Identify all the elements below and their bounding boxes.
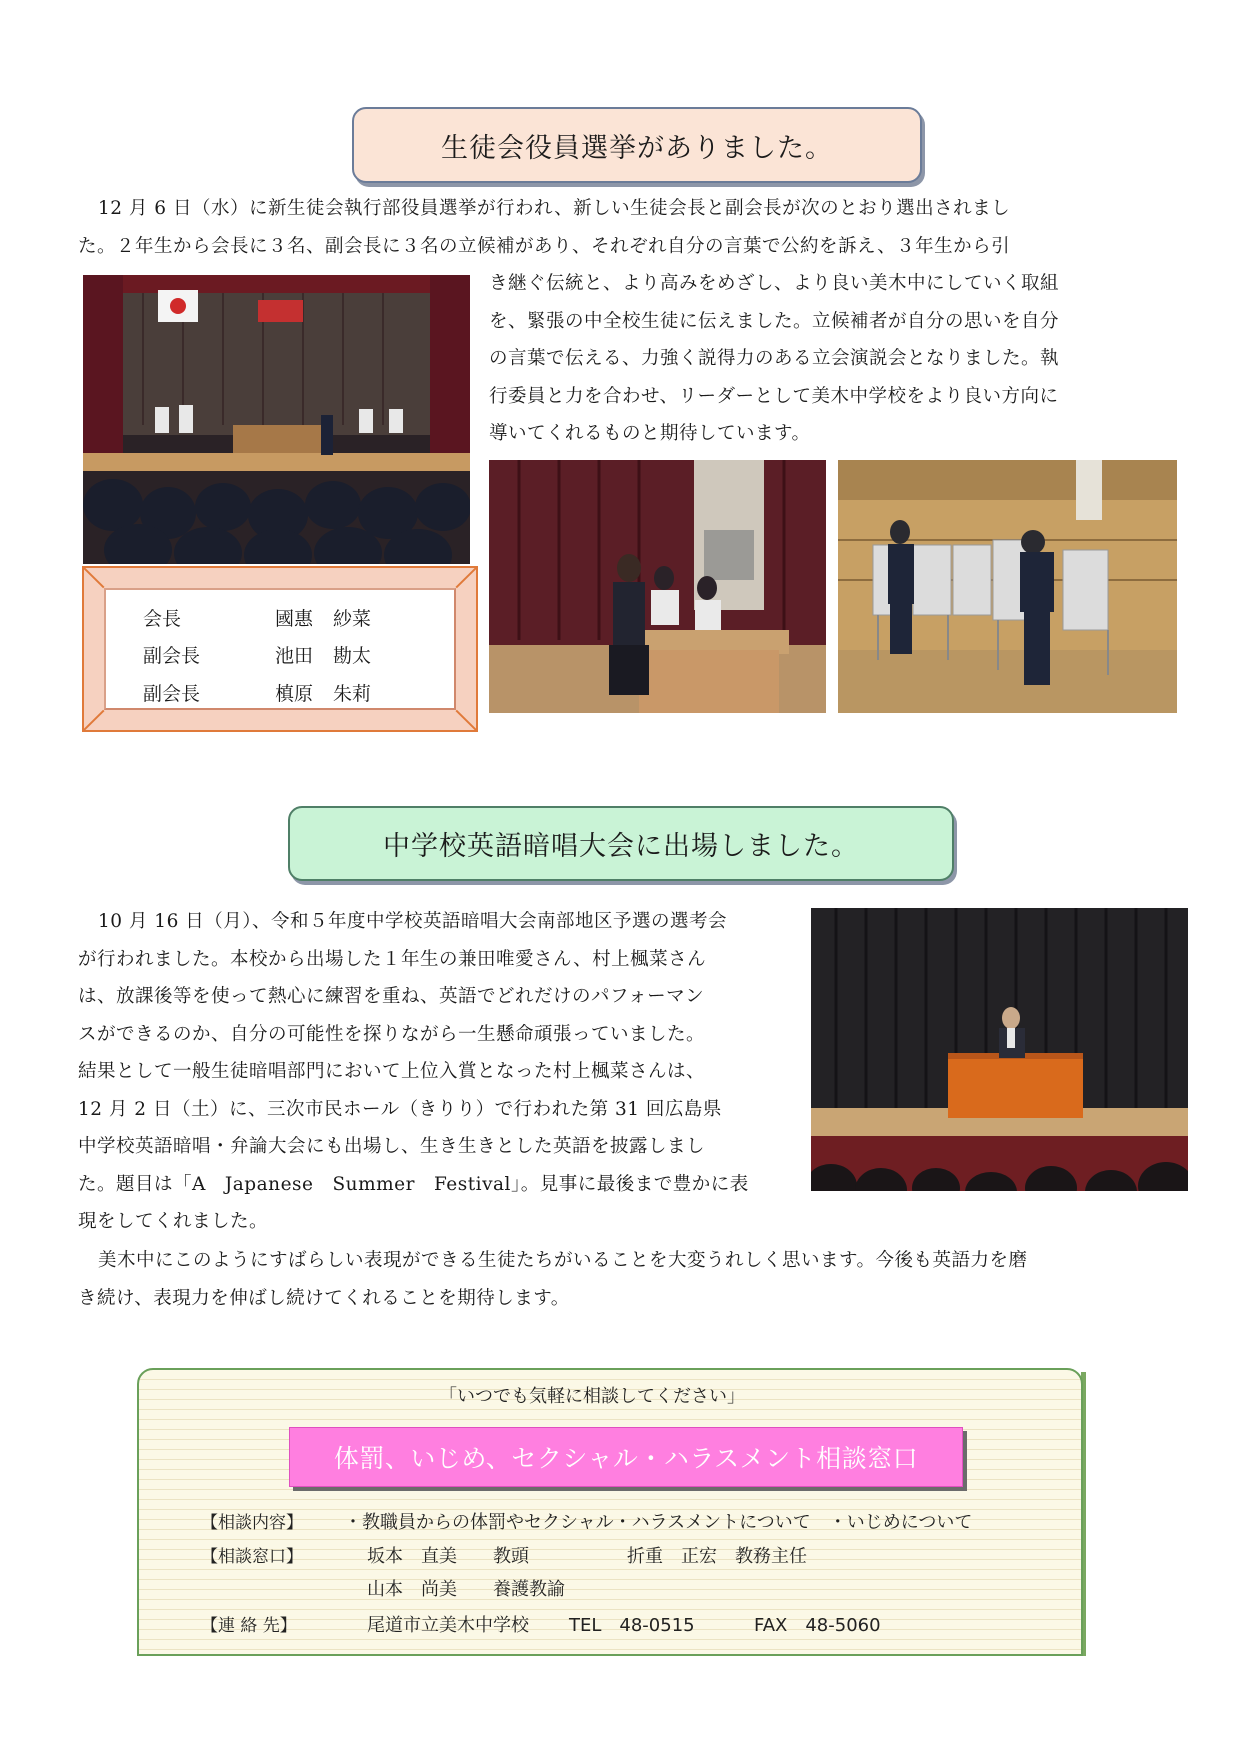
- officer-given: 紗菜: [333, 608, 372, 630]
- officer-given: 朱莉: [333, 683, 372, 705]
- recitation-heading: 中学校英語暗唱大会に出場しました。: [288, 806, 954, 881]
- election-stage-photo: [83, 275, 470, 564]
- recitation-closing: [78, 1242, 1168, 1317]
- officer-row: [143, 604, 371, 631]
- candidate-speech-photo: [489, 460, 826, 713]
- officer-role: 副会長: [143, 683, 201, 705]
- election-intro: [78, 190, 1158, 265]
- officer-surname: 槙原: [275, 683, 314, 705]
- consult-contact-school: 尾道市立美木中学校: [367, 1615, 529, 1636]
- consult-contact-tel: TEL 48-0515: [569, 1615, 695, 1636]
- recitation-line-8: た。題目は「A Japanese Summer Festival」。見事に最後まで豊かに表: [78, 1173, 749, 1195]
- election-right-line-4: 行委員と力を合わせ、リーダーとして美木中学校をより良い方向に: [489, 385, 1059, 407]
- consult-contact-fax: FAX 48-5060: [754, 1615, 881, 1636]
- recitation-line-4: スができるのか、自分の可能性を探りながら一生懸命頑張っていました。: [78, 1023, 706, 1045]
- consult-content-value: ・教職員からの体罰やセクシャル・ハラスメントについて ・いじめについて: [344, 1512, 973, 1533]
- recitation-line-6: 12 月 2 日（土）に、三次市民ホール（きりり）で行われた第 31 回広島県: [78, 1098, 722, 1120]
- election-right-line-2: を、緊張の中全校生徒に伝えました。立候補者が自分の思いを自分: [489, 310, 1060, 332]
- consult-contact-label: 【連 絡 先】: [201, 1616, 297, 1636]
- election-line-2: た。２年生から会長に３名、副会長に３名の立候補があり、それぞれ自分の言葉で公約を訴え、３年生から引: [78, 235, 1011, 257]
- officer-given: 勘太: [333, 645, 372, 667]
- consult-window-person-3: 山本 尚美 養護教諭: [367, 1579, 565, 1600]
- officer-surname: 池田: [275, 645, 314, 667]
- election-right-line-5: 導いてくれるものと期待しています。: [489, 423, 811, 444]
- recitation-line-2: が行われました。本校から出場した１年生の兼田唯愛さん、村上楓菜さん: [78, 948, 707, 970]
- consult-window-label: 【相談窓口】: [201, 1547, 303, 1567]
- officers-frame: [82, 566, 478, 732]
- recitation-body-left: [78, 903, 790, 1241]
- consult-window-person-1: 坂本 直美 教頭: [367, 1546, 529, 1567]
- recitation-closing-line-2: き続け、表現力を伸ばし続けてくれることを期待します。: [78, 1287, 570, 1309]
- officer-role: 副会長: [143, 645, 201, 667]
- recitation-line-9: 現をしてくれました。: [78, 1211, 269, 1232]
- recitation-line-5: 結果として一般生徒暗唱部門において上位入賞となった村上楓菜さんは、: [78, 1061, 706, 1082]
- recitation-hall-photo: [811, 908, 1188, 1191]
- recitation-line-3: は、放課後等を使って熱心に練習を重ね、英語でどれだけのパフォーマン: [78, 986, 705, 1007]
- consult-window-person-2: 折重 正宏 教務主任: [627, 1546, 807, 1567]
- officer-row: [143, 641, 371, 668]
- election-heading: 生徒会役員選挙がありました。: [352, 107, 922, 183]
- officer-row: [143, 679, 371, 706]
- officer-surname: 國惠: [275, 608, 314, 630]
- election-body-right: [489, 265, 1157, 453]
- recitation-closing-line-1: 美木中にこのようにすばらしい表現ができる生徒たちがいることを大変うれしく思います。今後も英語力を磨: [98, 1250, 1028, 1271]
- election-line-1: 12 月 6 日（水）に新生徒会執行部役員選挙が行われ、新しい生徒会長と副会長が次のとおり選出されまし: [98, 198, 1011, 219]
- consult-content-label: 【相談内容】: [201, 1513, 303, 1533]
- consult-tagline: 「いつでも気軽に相談してください」: [439, 1386, 745, 1407]
- consult-title: 体罰、いじめ、セクシャル・ハラスメント相談窓口: [289, 1427, 963, 1487]
- officer-role: 会長: [143, 608, 182, 630]
- consult-box: [137, 1368, 1083, 1656]
- election-right-line-3: の言葉で伝える、力強く説得力のある立会演説会となりました。執: [489, 348, 1060, 369]
- recitation-line-7: 中学校英語暗唱・弁論大会にも出場し、生き生きとした英語を披露しまし: [78, 1136, 706, 1157]
- recitation-line-1: 10 月 16 日（月）、令和５年度中学校英語暗唱大会南部地区予選の選考会: [98, 911, 727, 932]
- election-right-line-1: き継ぐ伝統と、より高みをめざし、より良い美木中にしていく取組: [489, 273, 1060, 294]
- voting-booth-photo: [838, 460, 1177, 713]
